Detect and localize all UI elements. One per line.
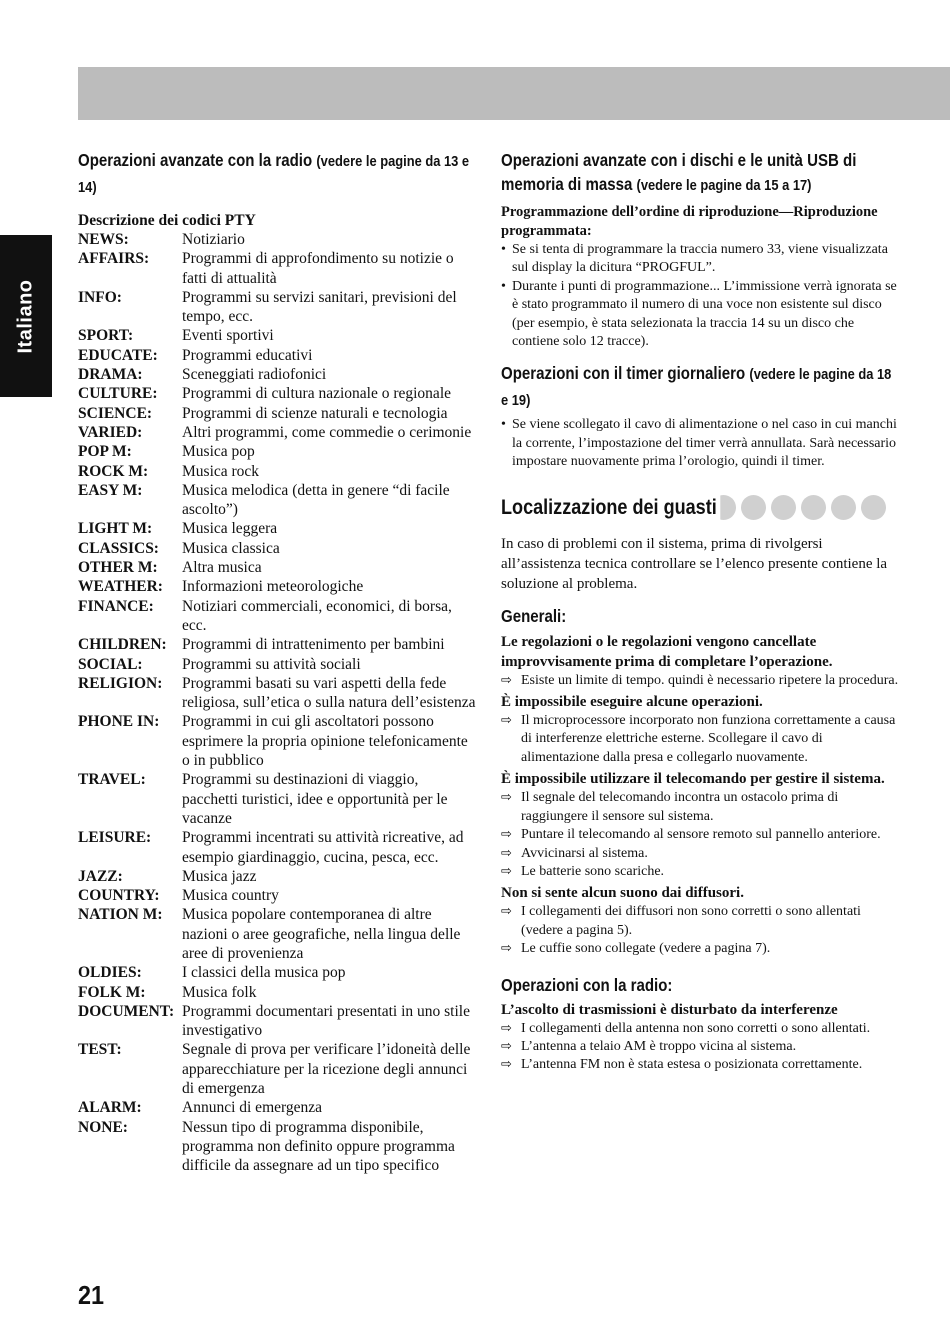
pty-code: COUNTRY:	[78, 887, 160, 905]
pty-code: LEISURE:	[78, 829, 152, 847]
bullet-icon: •	[501, 278, 506, 294]
arrow-right-icon: ⇨	[501, 827, 512, 843]
left-column	[78, 148, 478, 1176]
pty-row	[78, 712, 478, 770]
right-column	[501, 148, 901, 1075]
pty-description: Musica leggera	[182, 520, 278, 538]
pty-row	[78, 404, 478, 423]
pty-description: Programmi basati su vari aspetti della fede religiosa, sull’etica o sulla natura dell’esistenza	[182, 674, 476, 712]
pty-code: POP M:	[78, 443, 132, 461]
pty-row	[78, 384, 478, 403]
solution-item	[501, 789, 901, 826]
solution-text: L’antenna a telaio AM è troppo vicina al sistema.	[521, 1038, 797, 1054]
pty-description: Programmi di scienze naturali e tecnologia	[182, 404, 448, 422]
pty-row	[78, 1040, 478, 1098]
pty-code: CLASSICS:	[78, 539, 159, 557]
pty-row	[78, 365, 478, 384]
pty-row	[78, 519, 478, 538]
language-tab	[0, 235, 52, 397]
solution-item	[501, 712, 901, 767]
pty-code: LIGHT M:	[78, 520, 153, 538]
general-list	[501, 632, 901, 959]
pty-description: Notiziario	[182, 231, 245, 248]
problem-text: Le regolazioni o le regolazioni vengono cancellate improvvisamente prima di completare l’operazione.	[501, 633, 833, 670]
pty-description: Programmi di approfondimento su notizie o fatti di attualità	[182, 250, 454, 287]
pty-description: Programmi su servizi sanitari, previsioni del tempo, ecc.	[182, 288, 457, 326]
solution-text: Avvicinarsi al sistema.	[521, 845, 648, 861]
pty-row	[78, 423, 478, 442]
pty-description: Notiziari commerciali, economici, di borsa, ecc.	[182, 597, 452, 634]
pty-code: FINANCE:	[78, 597, 154, 615]
pty-description: Programmi di cultura nazionale o regionale	[182, 385, 452, 403]
bullet-item	[501, 278, 901, 352]
solution-text: I collegamenti della antenna non sono corretti o sono allentati.	[521, 1020, 871, 1036]
arrow-right-icon: ⇨	[501, 1057, 512, 1073]
troubleshooting-intro: In caso di problemi con il sistema, prima di rivolgersi all’assistenza tecnica controllare se l’elenco presente contiene la soluzione al problema.	[501, 535, 888, 592]
pty-row	[78, 442, 478, 461]
pty-code: EASY M:	[78, 481, 143, 499]
pty-description: Musica melodica (detta in genere “di facile ascolto”)	[182, 481, 450, 519]
solution-item	[501, 1020, 901, 1038]
pty-row	[78, 1118, 478, 1176]
problem-text: È impossibile utilizzare il telecomando per gestire il sistema.	[501, 771, 885, 788]
solution-item	[501, 940, 901, 958]
pty-row	[78, 288, 478, 327]
pty-description: Musica jazz	[182, 867, 257, 885]
program-title: Programmazione dell’ordine di riproduzione—Riproduzione programmata:	[501, 204, 878, 239]
bullet-item	[501, 416, 901, 471]
solution-text: Esiste un limite di tempo. quindi è necessario ripetere la procedura.	[521, 672, 899, 688]
solution-item	[501, 826, 901, 844]
pty-code: JAZZ:	[78, 867, 123, 885]
solution-text: Le batterie sono scariche.	[521, 863, 665, 879]
bullet-item	[501, 241, 901, 278]
pty-code: FOLK M:	[78, 983, 146, 1001]
pty-code: ROCK M:	[78, 462, 149, 480]
pty-row	[78, 983, 478, 1002]
problem-text: È impossibile eseguire alcune operazioni.	[501, 694, 763, 711]
pty-row	[78, 828, 478, 867]
pty-row	[78, 674, 478, 713]
troubleshooting-title	[501, 492, 901, 526]
solution-item	[501, 903, 901, 940]
bullet-icon: •	[501, 242, 506, 257]
pty-row	[78, 249, 478, 288]
pty-row	[78, 655, 478, 674]
pty-code: CHILDREN:	[78, 636, 167, 654]
pty-code: DOCUMENT:	[78, 1002, 175, 1020]
solution-text: Il microprocessore incorporato non funziona correttamente a causa di interferenze elettriche esterne. Scollegare il cavo di alimentazione dalla presa e collegarlo nuovamente.	[521, 713, 896, 765]
pty-description: Programmi educativi	[182, 346, 313, 364]
arrow-right-icon: ⇨	[501, 1038, 512, 1054]
pty-description: Altri programmi, come commedie o cerimonie	[182, 423, 472, 441]
pty-description: I classici della musica pop	[182, 964, 346, 982]
pty-description: Segnale di prova per verificare l’idoneità delle apparecchiature per la ricezione degli annunci di emergenza	[182, 1041, 471, 1098]
pty-description: Annunci di emergenza	[182, 1099, 323, 1117]
arrow-right-icon: ⇨	[501, 1020, 512, 1036]
pty-row	[78, 635, 478, 654]
troubleshooting-title-text: Localizzazione dei guasti	[501, 494, 720, 522]
pty-row	[78, 558, 478, 577]
arrow-right-icon: ⇨	[501, 790, 512, 806]
pty-description: Programmi incentrati su attività ricreative, ad esempio giardinaggio, cucina, pesca, ecc.	[182, 829, 464, 866]
pty-code: DRAMA:	[78, 366, 143, 384]
radio-advanced-heading: Operazioni avanzate con la radio (vedere le pagine da 13 e 14)	[78, 150, 470, 196]
pty-row	[78, 867, 478, 886]
pty-code: SOCIAL:	[78, 655, 143, 673]
pty-code: ALARM:	[78, 1099, 142, 1117]
pty-description: Musica folk	[182, 983, 257, 1001]
disc-advanced-heading: Operazioni avanzate con i dischi e le unità USB di memoria di massa (vedere le pagine da 15 a 17)	[501, 150, 857, 194]
pty-description: Musica popolare contemporanea di altre nazioni o aree geografiche, nella lingua delle aree di provenienza	[182, 906, 461, 962]
pty-description: Programmi su attività sociali	[182, 655, 361, 673]
pty-list	[78, 230, 478, 1176]
pty-description: Musica rock	[182, 462, 260, 480]
pty-row	[78, 1002, 478, 1041]
radio-heading: Operazioni con la radio:	[501, 974, 673, 995]
pty-description: Musica classica	[182, 539, 280, 557]
pty-code: SPORT:	[78, 327, 134, 345]
pty-code: WEATHER:	[78, 578, 163, 596]
pty-code: RELIGION:	[78, 674, 163, 692]
general-heading: Generali:	[501, 605, 567, 626]
program-bullets	[501, 241, 901, 351]
pty-code: OTHER M:	[78, 559, 158, 577]
pty-code: INFO:	[78, 288, 122, 306]
pty-code: AFFAIRS:	[78, 250, 150, 268]
pty-row	[78, 346, 478, 365]
bullet-text: Durante i punti di programmazione... L’immissione verrà ignorata se è stato programmato il numero di una voce non esistente sul disco (per esempio, è stata selezionata la traccia 14 su un disco che contiene solo 12 tracce).	[512, 278, 897, 350]
pty-row	[78, 905, 478, 963]
solution-text: Il segnale del telecomando incontra un ostacolo prima di raggiungere il sensore sul sistema.	[521, 790, 839, 824]
bullet-icon: •	[501, 417, 506, 433]
arrow-right-icon: ⇨	[501, 672, 512, 688]
solution-text: I collegamenti dei diffusori non sono corretti o sono allentati (vedere a pagina 5).	[521, 904, 861, 938]
bullet-text: Se si tenta di programmare la traccia numero 33, viene visualizzata sul display la dicitura “PROGFUL”.	[512, 242, 888, 276]
timer-bullets	[501, 416, 901, 471]
pty-row	[78, 539, 478, 558]
pty-row	[78, 770, 478, 828]
arrow-right-icon: ⇨	[501, 941, 512, 957]
pty-row	[78, 963, 478, 982]
pty-row	[78, 326, 478, 345]
solution-text: Puntare il telecomando al sensore remoto sul pannello anteriore.	[521, 827, 881, 843]
pty-code: TEST:	[78, 1041, 122, 1059]
pty-code: SCIENCE:	[78, 404, 153, 422]
pty-code: CULTURE:	[78, 385, 158, 403]
pty-row	[78, 1098, 478, 1117]
pty-description: Nessun tipo di programma disponibile, programma non definito oppure programma difficile da assegnare ad un tipo specifico	[182, 1118, 455, 1175]
pty-row	[78, 886, 478, 905]
pty-description: Eventi sportivi	[182, 327, 274, 345]
arrow-right-icon: ⇨	[501, 904, 512, 920]
pty-description: Altra musica	[182, 559, 262, 577]
pty-title: Descrizione dei codici PTY	[78, 212, 256, 229]
pty-description: Musica country	[182, 887, 279, 905]
pty-description: Programmi in cui gli ascoltatori possono esprimere la propria opinione telefonicamente o in pubblico	[182, 713, 468, 770]
page-number: 21	[78, 1280, 105, 1310]
pty-description: Sceneggiati radiofonici	[182, 366, 327, 384]
pty-row	[78, 597, 478, 636]
pty-code: EDUCATE:	[78, 346, 158, 364]
pty-code: NATION M:	[78, 906, 163, 924]
pty-code: NONE:	[78, 1118, 128, 1136]
arrow-right-icon: ⇨	[501, 713, 512, 729]
solution-text: L’antenna FM non è stata estesa o posizionata correttamente.	[521, 1057, 863, 1073]
pty-row	[78, 481, 478, 520]
pty-code: VARIED:	[78, 423, 143, 441]
language-label: Italiano	[14, 278, 37, 354]
pty-code: TRAVEL:	[78, 771, 146, 789]
pty-description: Programmi di intrattenimento per bambini	[182, 636, 445, 654]
solution-item	[501, 672, 901, 690]
pty-row	[78, 230, 478, 249]
timer-heading: Operazioni con il timer giornaliero (vedere le pagine da 18 e 19)	[501, 363, 892, 410]
bullet-text: Se viene scollegato il cavo di alimentazione o nel caso in cui manchi la corrente, l’impostazione del timer verrà annullata. Sarà necessario impostare nuovamente prima l’orologio, quindi il timer.	[512, 417, 897, 470]
problem-text: L’ascolto di trasmissioni è disturbato da interferenze	[501, 1001, 838, 1018]
solution-item	[501, 863, 901, 881]
solution-item	[501, 845, 901, 863]
arrow-right-icon: ⇨	[501, 863, 512, 879]
header-bar	[78, 67, 950, 120]
arrow-right-icon: ⇨	[501, 845, 512, 861]
pty-description: Programmi su destinazioni di viaggio, pacchetti turistici, idee e opportunità per le vacanze	[182, 771, 448, 827]
pty-row	[78, 577, 478, 596]
pty-code: NEWS:	[78, 231, 129, 248]
pty-description: Musica pop	[182, 443, 255, 461]
solution-text: Le cuffie sono collegate (vedere a pagina 7).	[521, 941, 771, 957]
pty-code: PHONE IN:	[78, 713, 160, 731]
pty-code: OLDIES:	[78, 964, 142, 982]
solution-item	[501, 1038, 901, 1056]
solution-item	[501, 1056, 901, 1074]
radio-list	[501, 1000, 901, 1075]
problem-text: Non si sente alcun suono dai diffusori.	[501, 885, 744, 902]
pty-description: Programmi documentari presentati in uno stile investigativo	[182, 1002, 470, 1040]
pty-row	[78, 462, 478, 481]
pty-description: Informazioni meteorologiche	[182, 578, 364, 596]
